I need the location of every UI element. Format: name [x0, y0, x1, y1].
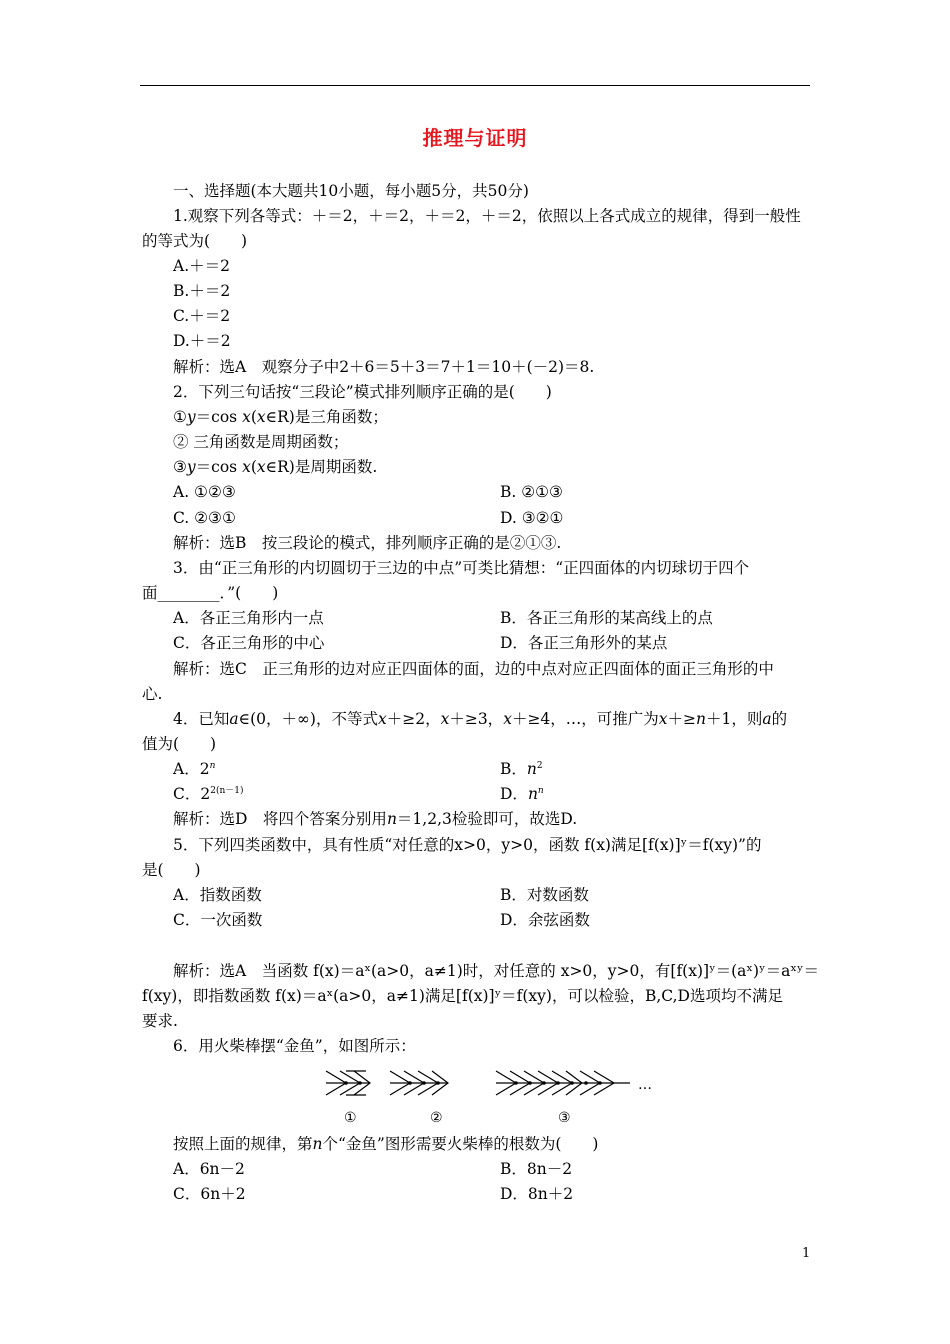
q4-solution: 解析：选D 将四个答案分别用n＝1,2,3检验即可，故选D.	[173, 810, 578, 828]
q3-stem-line1: 3．由“正三角形的内切圆切于三边的中点”可类比猜想：“正四面体的内切球切于四个	[173, 559, 750, 577]
figure-label-1: ①	[344, 1110, 357, 1126]
q6-option-b: B．8n－2	[500, 1160, 573, 1178]
q3-option-d: D．各正三角形外的某点	[500, 634, 668, 652]
q3-option-a: A．各正三角形内一点	[173, 609, 324, 627]
q5-stem-line2: 是( )	[142, 861, 201, 879]
figure-label-2: ②	[430, 1110, 443, 1126]
q1-option-c: C.＋＝2	[173, 307, 231, 325]
q6-option-c: C．6n＋2	[173, 1185, 246, 1203]
section-heading: 一、选择题(本大题共10小题，每小题5分，共50分)	[173, 182, 529, 200]
figure-label-3: ③	[558, 1110, 571, 1126]
q4-option-d: D．$n^n$	[500, 785, 544, 803]
q4-stem-line2: 值为( )	[142, 735, 217, 753]
q2-option-a: A. ①②③	[173, 483, 236, 501]
q1-option-d: D.＋＝2	[173, 332, 231, 350]
q5-option-a: A．指数函数	[173, 886, 262, 904]
q5-solution-line1: 解析：选A 当函数 f(x)＝aˣ(a>0，a≠1)时，对任意的 x>0，y>0，有[f(x)]ʸ＝(aˣ)ʸ＝aˣʸ＝	[173, 962, 819, 980]
q4-option-a: A．2$^n$	[173, 760, 216, 778]
q2-option-c: C. ②③①	[173, 509, 236, 527]
q2-stem: 2．下列三句话按“三段论”模式排列顺序正确的是( )	[173, 383, 552, 401]
q3-stem-line2: 面________．”( )	[142, 584, 279, 602]
q5-solution-line3: 要求.	[142, 1012, 178, 1030]
q2-statement-1: ①y＝cos x(x∈R)是三角函数；	[173, 408, 388, 426]
figure-ellipsis: …	[638, 1077, 652, 1093]
q1-solution: 解析：选A 观察分子中2＋6＝5＋3＝7＋1＝10＋(－2)＝8.	[173, 358, 595, 376]
q6-option-a: A．6n－2	[173, 1160, 245, 1178]
q1-stem-line1: 1.观察下列各等式：＋＝2，＋＝2，＋＝2，＋＝2，依照以上各式成立的规律，得到一般性	[173, 207, 801, 225]
q6-stem: 6．用火柴棒摆“金鱼”，如图所示：	[173, 1037, 416, 1055]
q5-option-b: B．对数函数	[500, 886, 589, 904]
q1-stem-line2: 的等式为( )	[142, 232, 248, 250]
q2-statement-3: ③y＝cos x(x∈R)是周期函数.	[173, 458, 378, 476]
q3-option-b: B．各正三角形的某高线上的点	[500, 609, 713, 627]
q1-option-a: A.＋＝2	[173, 257, 230, 275]
q4-option-b: B．$n^2$	[500, 760, 543, 778]
q2-solution: 解析：选B 按三段论的模式，排列顺序正确的是②①③.	[173, 534, 562, 552]
page-title: 推理与证明	[422, 126, 528, 150]
q3-option-c: C．各正三角形的中心	[173, 634, 325, 652]
q4-stem-line1: 4．已知a∈(0，＋∞)，不等式x＋≥2，x＋≥3，x＋≥4，…，可推广为x＋≥n＋1，则a的	[173, 710, 788, 728]
q5-option-c: C．一次函数	[173, 911, 263, 929]
q3-solution-line2: 心.	[142, 685, 163, 703]
q1-option-b: B.＋＝2	[173, 282, 231, 300]
q5-stem-line1: 5．下列四类函数中，具有性质“对任意的x>0，y>0，函数 f(x)满足[f(x)]ʸ＝f(xy)”的	[173, 836, 762, 854]
q2-statement-2: ② 三角函数是周期函数；	[173, 433, 349, 451]
goldfish-matchstick-figure	[318, 1059, 658, 1131]
header-rule	[140, 85, 810, 86]
q3-solution-line1: 解析：选C 正三角形的边对应正四面体的面，边的中点对应正四面体的面正三角形的中	[173, 660, 774, 678]
q2-option-b: B. ②①③	[500, 483, 563, 501]
page-number: 1	[802, 1246, 811, 1261]
q6-option-d: D．8n＋2	[500, 1185, 574, 1203]
q6-question: 按照上面的规律，第n个“金鱼”图形需要火柴棒的根数为( )	[173, 1135, 599, 1153]
q5-option-d: D．余弦函数	[500, 911, 590, 929]
q5-solution-line2: f(xy)，即指数函数 f(x)＝aˣ(a>0，a≠1)满足[f(x)]ʸ＝f(xy)，可以检验，B,C,D选项均不满足	[142, 987, 783, 1005]
q2-option-d: D. ③②①	[500, 509, 564, 527]
q4-option-c: C．$2^{2(n-1)}$	[173, 785, 244, 803]
